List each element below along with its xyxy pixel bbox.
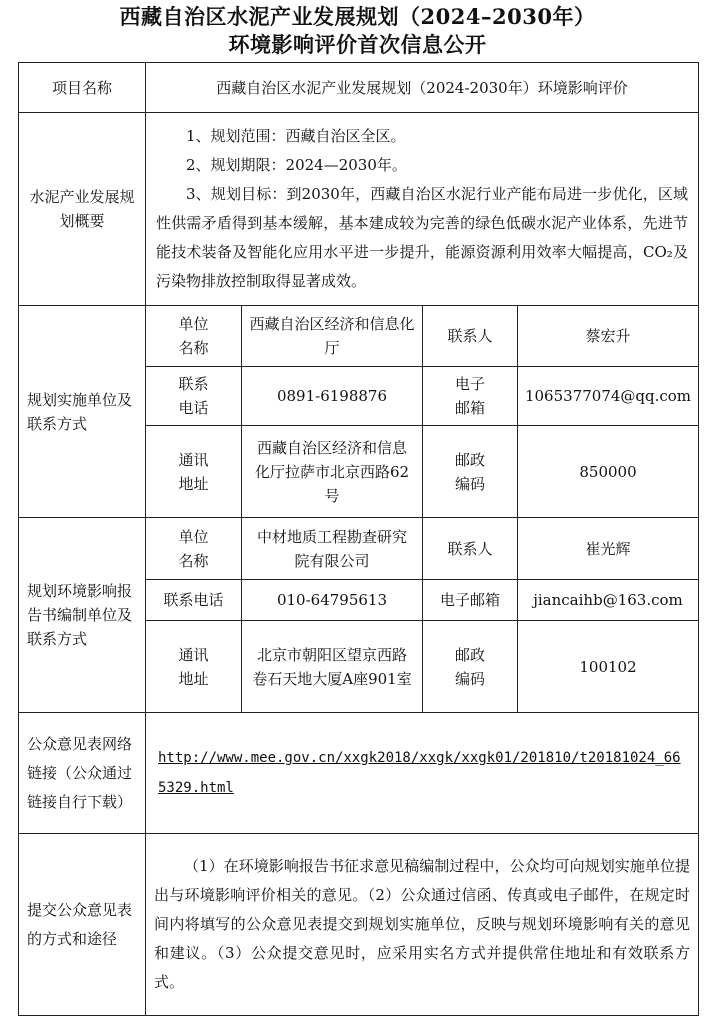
preparer-phone-label: 联系电话 [145,579,242,621]
implementer-address-label: 通讯地址 [145,425,242,518]
submission-text: （1）在环境影响报告书征求意见稿编制过程中，公众均可向规划实施单位提出与环境影响评价相关的意见。（2）公众通过信函、传真或电子邮件，在规定时间内将填写的公众意见表提交到规划实施单位，反映与规划环境影响有关的意见和建议。（3）公众提交意见时，应采用实名方式并提供常住地址和有效联系方式。 [154,857,690,991]
implementer-unit-value: 西藏自治区经济和信息化厅 [241,305,423,367]
implementer-label: 规划实施单位及联系方式 [18,305,146,518]
implementer-email-label: 电子邮箱 [422,366,518,426]
opinion-link-cell [145,712,699,834]
info-table [18,62,699,1016]
opinion-link-label: 公众意见表网络链接（公众通过链接自行下载） [18,712,146,834]
document-title-line-2: 环境影响评价首次信息公开 [228,32,487,57]
project-name-label: 项目名称 [18,62,146,113]
overview-item-period: 2、规划期限：2024—2030年。 [186,156,407,174]
implementer-contact-label: 联系人 [422,305,518,367]
preparer-label: 规划环境影响报告书编制单位及联系方式 [18,517,146,713]
preparer-unit-label: 单位名称 [145,517,242,580]
preparer-unit-value: 中材地质工程勘查研究院有限公司 [241,517,423,580]
overview-label: 水泥产业发展规划概要 [18,112,146,306]
preparer-email-label: 电子邮箱 [422,579,518,621]
submission-label: 提交公众意见表的方式和途径 [18,833,146,1016]
preparer-phone-value: 010-64795613 [241,579,423,621]
implementer-unit-label: 单位名称 [145,305,242,367]
overview-content [145,112,699,306]
overview-item-scope: 1、规划范围：西藏自治区全区。 [186,127,406,145]
implementer-postcode-value: 850000 [517,425,699,518]
preparer-email-value[interactable]: jiancaihb@163.com [517,579,699,621]
preparer-postcode-value: 100102 [517,620,699,713]
document-title-line-1: 西藏自治区水泥产业发展规划（2024–2030年） [119,4,596,29]
implementer-phone-value: 0891-6198876 [241,366,423,426]
project-name-value: 西藏自治区水泥产业发展规划（2024-2030年）环境影响评价 [145,62,699,113]
preparer-address-label: 通讯地址 [145,620,242,713]
implementer-contact-value: 蔡宏升 [517,305,699,367]
opinion-form-link[interactable]: http://www.mee.gov.cn/xxgk2018/xxgk/xxgk01/201810/t20181024_665329.html [158,750,681,796]
preparer-postcode-label: 邮政编码 [422,620,518,713]
implementer-phone-label: 联系电话 [145,366,242,426]
submission-content [145,833,699,1016]
implementer-postcode-label: 邮政编码 [422,425,518,518]
implementer-email-value[interactable]: 1065377074@qq.com [517,366,699,426]
preparer-contact-value: 崔光辉 [517,517,699,580]
overview-item-goal: 3、规划目标：到2030年，西藏自治区水泥行业产能布局进一步优化，区域性供需矛盾得到基本缓解，基本建成较为完善的绿色低碳水泥产业体系，先进节能技术装备及智能化应用水平进一步提升，能源资源利用效率大幅提高，CO₂及污染物排放控制取得显著成效。 [156,185,688,290]
preparer-address-value: 北京市朝阳区望京西路卷石天地大厦A座901室 [241,620,423,713]
preparer-contact-label: 联系人 [422,517,518,580]
implementer-address-value: 西藏自治区经济和信息化厅拉萨市北京西路62号 [241,425,423,518]
